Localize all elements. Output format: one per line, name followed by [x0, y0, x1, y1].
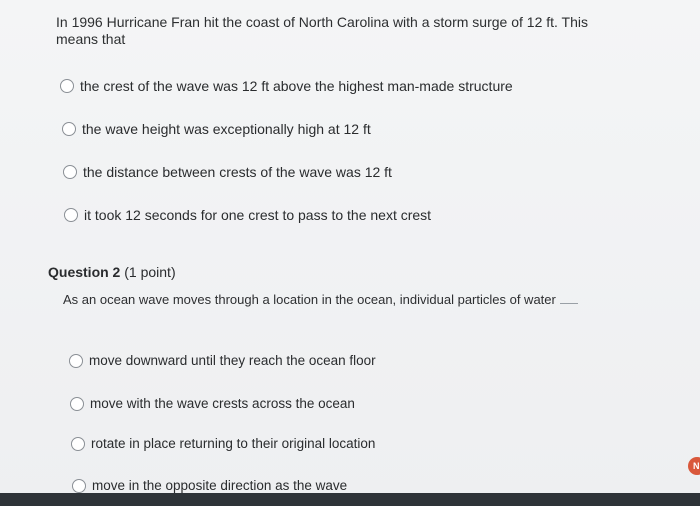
option-label: move with the wave crests across the ocean — [90, 396, 355, 411]
question-2-option-4[interactable] — [72, 478, 347, 493]
question-1-option-2[interactable] — [62, 121, 371, 137]
radio-button[interactable] — [69, 354, 83, 368]
radio-button[interactable] — [64, 208, 78, 222]
option-label: move in the opposite direction as the wave — [92, 478, 348, 493]
option-label: the distance between crests of the wave was 12 ft — [83, 164, 392, 180]
question-2-title: Question 2 — [48, 264, 121, 280]
radio-button[interactable] — [71, 437, 85, 451]
option-label: the wave height was exceptionally high at 12 ft — [82, 121, 371, 137]
next-badge-label: N — [693, 461, 700, 471]
answer-blank — [560, 303, 578, 304]
question-1-option-4[interactable] — [64, 207, 431, 223]
question-2-points: (1 point) — [124, 264, 176, 280]
question-1-option-1[interactable] — [60, 78, 513, 94]
radio-button[interactable] — [72, 479, 86, 493]
option-label: the crest of the wave was 12 ft above the highest man-made structure — [80, 78, 513, 94]
next-badge[interactable] — [688, 457, 700, 475]
option-label: it took 12 seconds for one crest to pass to the next crest — [84, 207, 432, 223]
question-2-prompt: As an ocean wave moves through a location in the ocean, individual particles of water — [63, 292, 556, 307]
radio-button[interactable] — [62, 122, 76, 136]
radio-button[interactable] — [63, 165, 77, 179]
question-2-prompt-wrapper — [63, 291, 583, 308]
question-1-option-3[interactable] — [63, 164, 392, 180]
option-label: rotate in place returning to their original location — [91, 436, 376, 451]
radio-button[interactable] — [70, 397, 84, 411]
question-2-option-3[interactable] — [71, 436, 375, 451]
option-label: move downward until they reach the ocean floor — [89, 353, 376, 368]
question-1-prompt: In 1996 Hurricane Fran hit the coast of North Carolina with a storm surge of 12 ft. This means that — [56, 14, 588, 47]
bottom-bar — [0, 493, 700, 506]
question-2-option-1[interactable] — [69, 353, 376, 368]
question-2-heading — [48, 264, 176, 280]
question-2-option-2[interactable] — [70, 396, 355, 411]
radio-button[interactable] — [60, 79, 74, 93]
